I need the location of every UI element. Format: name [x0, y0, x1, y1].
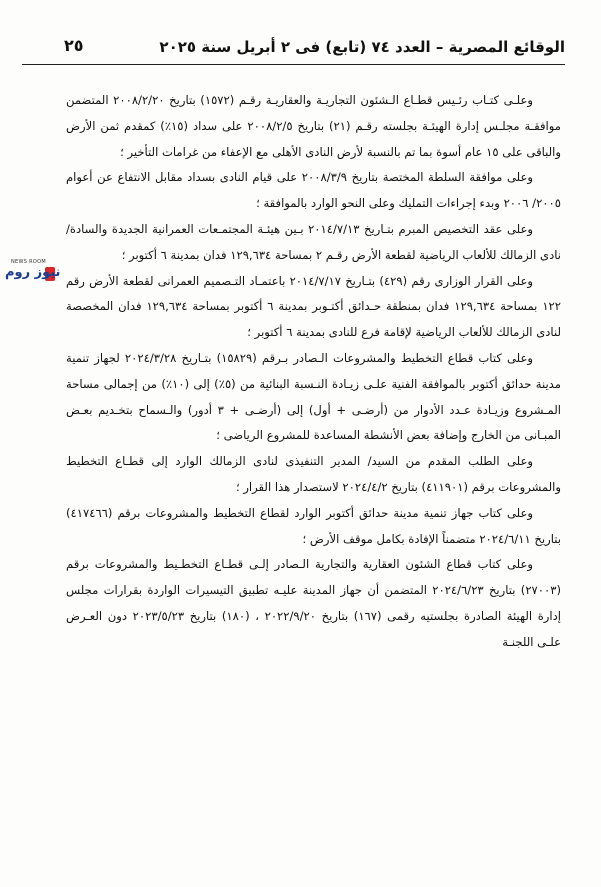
logo-top-text: NEWS ROOM: [11, 259, 46, 265]
paragraph: وعلى كتاب قطاع التخطيط والمشروعات الـصادر بـرقم (١٥٨٢٩) بتـاريخ ٢٠٢٤/٣/٢٨ لجهاز تنمية مدينة حدائق أكتوبر بالموافقة الفنية علـى زيـادة النـسبة البنائية من (٥٪) إلى (١٠٪) من إجمالى مساحة المـشروع وزيـادة عـدد الأدوار من (أرضـى + أول) إلى (أرضـى + ٣ أدور) والـسماح بتخـديم بعـض المبـانى من الخارج وإضافة بعض الأنشطة المساعدة للمشروع الرياضى ؛: [66, 350, 562, 443]
paragraph: وعلـى كتـاب رئـيس قطـاع الـشئون التجاريـة والعقاريـة رقـم (١٥٧٢) بتاريخ ٢٠٠٨/٢/٢٠ المتضمن موافقـة مجلـس إدارة الهيئـة بجلسته رقـم (٢١) بتاريخ ٢٠٠٨/٢/٥ على سداد (١٥٪) كمقدم ثمن الأرض والباقى على ١٥ عام أسوة بما تم بالنسبة لأرض النادى الأهلى مع الإعفاء من غرامات التأخير ؛: [66, 93, 561, 159]
paragraph: وعلى الطلب المقدم من السيد/ المدير التنفيذى لنادى الزمالك الوارد إلى قطـاع التخطيط والمشروعات برقم (٤١١٩٠١) بتاريخ ٢٠٢٤/٤/٢ لاستصدار هذا القرار ؛: [66, 454, 561, 494]
paragraph: وعلى القرار الوزارى رقم (٤٢٩) بتـاريخ ٢٠١٤/٧/١٧ باعتمـاد التـصميم العمرانى لقطعة الأرض رقم ١٢٢ بمساحة ١٢٩,٦٣٤ فدان بمنطقة حـدائق أكتـوبر بمدينة ٦ أكتوبر بمساحة ١٢٩,٦٣٤ فدان المخصصة لنادى الزمالك للألعاب الرياضية لإقامة فرع للنادى بمدينة ٦ أكتوبر ؛: [66, 273, 561, 340]
paragraph: وعلى كتاب قطاع الشئون العقارية والتجارية الـصادر إلـى قطـاع التخطـيط والمشروعات برقم (٢٧٠٠٣) بتاريخ ٢٠٢٤/٦/٢٣ المتضمن أن جهاز المدينة عليـه تطبيق التيسيرات الواردة بقرارات مجلس إدارة الهيئة الصادرة بجلستيه رقمى (١٦٧) بتاريخ ٢٠٢٢/٩/٢٠ ، (١٨٠) بتاريخ ٢٠٢٣/٥/٢٣ دون العـرض علـى اللجنـة: [66, 557, 561, 649]
news-room-watermark-logo: [5, 259, 61, 287]
paragraph: وعلى موافقة السلطة المختصة بتاريخ ٢٠٠٨/٣/٩ على قيام النادى بسداد مقابل الانتفاع عن أعوام ٢٠٠٥/ ٢٠٠٦ وبدء إجراءات التمليك وعلى النحو الوارد بالموافقة ؛: [66, 170, 561, 211]
gazette-title: الوقائع المصرية – العدد ٧٤ (تابع) فى ٢ أبريل سنة ٢٠٢٥: [159, 38, 565, 56]
page-number: ٢٥: [64, 36, 84, 55]
header-rule: [22, 64, 565, 65]
paragraph: وعلى كتاب جهاز تنمية مدينة حدائق أكتوبر الوارد لقطاع التخطيط والمشروعات برقم (٤١٧٤٦٦) بتاريخ ٢٠٢٤/٦/١١ متضمناً الإفادة بكامل موقف الأرض ؛: [66, 505, 561, 546]
paragraph: وعلى عقد التخصيص المبرم بتـاريخ ٢٠١٤/٧/١٣ بـين هيئـة المجتمـعات العمرانية الجديدة والسادة/ نادى الزمالك للألعاب الرياضية لقطعة الأرض رقـم ٢ بمساحة ١٢٩,٦٣٤ فدان بمدينة ٦ أكتوبر ؛: [66, 221, 561, 262]
document-body: [66, 88, 561, 656]
logo-main-text: نيوز روم: [5, 265, 61, 280]
page-header: [22, 30, 565, 64]
